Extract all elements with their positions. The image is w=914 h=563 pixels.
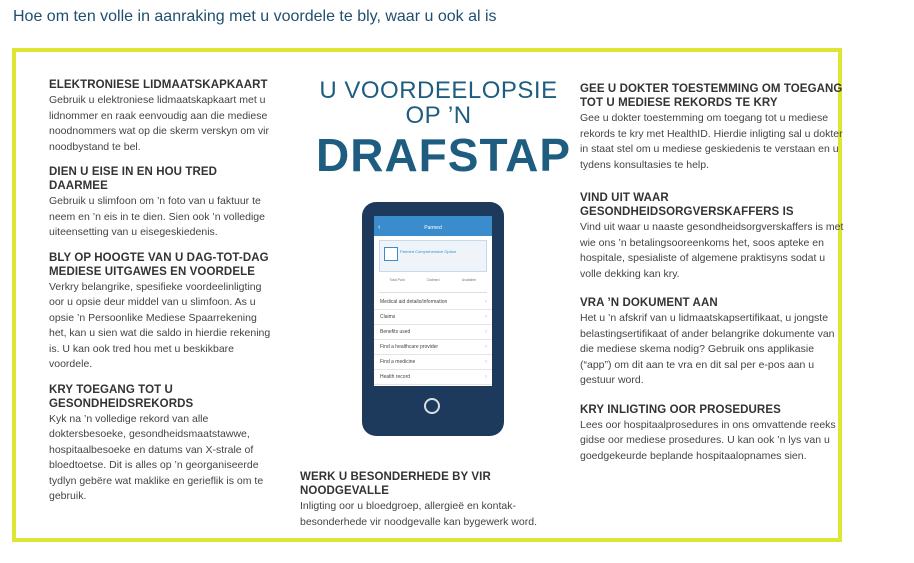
menu-item-label: Health record [380,374,411,380]
section-body: Kyk na ’n volledige rekord van alle doktersbesoeke, gesondheidsmaatstawwe, hospitaalbesoeke en datums van X-strale of bloedtoetse. Dit is alles op ’n georganiseerde tydlyn gebëre wat maklike en gerieflik is om te gebruik. [49,412,264,502]
section-body: Gee u dokter toestemming om toegang tot u mediese rekords te kry met HealthID. Hierdie inligting sal u dokter in staat stel om u mediese geskiedenis te verstaan en u tydens konsultasies te help. [580,112,843,171]
back-icon: ‹ [378,224,381,231]
section-expenses [49,251,274,373]
phone-screen [374,216,492,386]
chevron-right-icon: › [485,329,487,335]
menu-item [374,355,492,370]
section-membership-card [49,78,274,155]
menu-item-label: Claims [380,314,396,320]
menu-item [374,370,492,385]
app-title: Parmed [424,225,442,231]
chevron-right-icon: › [485,344,487,350]
home-button-icon [424,398,440,414]
section-title: KRY TOEGANG TOT U GESONDHEIDSREKORDS [49,383,194,410]
chevron-right-icon: › [485,359,487,365]
chevron-right-icon: › [485,299,487,305]
section-body: Vind uit waar u naaste gesondheidsorgverskaffers is met wie ons ’n betalingsooreenkoms het, soos apteke en hospitale, spesialiste of algemene praktisyns sodat u volle dekking kan kry. [580,221,844,280]
section-body: Het u ’n afskrif van u lidmaatskapsertifikaat, u jongste belastingsertifikaat of ander belangrike dokumente van die mediese skema nodig? Gebruik ons applikasie (“app”) om dit aan te vra en dit sal per e-pos aan u gestuur word. [580,312,835,386]
section-body: Gebruik u elektroniese lidmaatskapkaart met u lidnommer en raak eenvoudig aan die mediese noodnommers wat op die skerm verskyn om vir noodbystand te bel. [49,94,269,153]
section-body: Verkry belangrike, spesifieke voordeelinligting oor u opsie deur middel van u slimfoon. As u opsie ’n Persoonlike Mediese Spaarrekening het, kan u sien wat die saldo in hierdie rekening is. U kan ook tred hou met u beskikbare voordele. [49,280,271,370]
menu-item-label: Find a healthcare provider [380,344,439,350]
menu-item [374,310,492,325]
section-health-records [49,383,274,505]
section-body: Inligting oor u bloedgroep, allergieë en kontak-besonderhede vir noodgevalle kan bygewerk word. [300,500,537,528]
center-title [316,78,561,128]
section-title: ELEKTRONIESE LIDMAATSKAPKAART [49,79,268,91]
chevron-right-icon: › [485,314,487,320]
section-procedures [580,403,845,465]
info-panel [12,48,842,542]
section-title: KRY INLIGTING OOR PROSEDURES [580,403,781,416]
section-title: BLY OP HOOGTE VAN U DAG-TOT-DAG MEDIESE UITGAWES EN VOORDELE [49,251,269,278]
center-title-big: DRAFSTAP [316,129,572,181]
section-title: VIND UIT WAAR GESONDHEIDSORGVERSKAFFERS IS [580,192,794,218]
menu-item-label: Find a medicine [380,359,416,365]
section-emergency [300,470,570,530]
card-text: Parmed Comprehensive Option [400,249,457,254]
stat-claimed: Claimed [426,278,440,282]
center-title-line1: U VOORDEELOPSIE [319,77,558,104]
section-claims [49,165,274,241]
menu-item [374,295,492,310]
center-title-line2: OP ’N [405,102,472,129]
menu-item-label: Benefits used [380,329,411,335]
phone-illustration [362,202,504,436]
menu-item-label: Medical aid details/information [380,299,448,305]
right-column [580,82,845,474]
section-body: Lees oor hospitaalprosedures in ons omvattende reeks gidse oor mediese prosedures. U kan ook ’n lys van u goedgekeurde beplande hospitaalopnames sien. [580,418,836,462]
menu-item [374,340,492,355]
left-column [49,78,274,515]
section-request-document [580,296,845,389]
section-body: Gebruik u slimfoon om ’n foto van u faktuur te neem en ’n eis in te dien. Sien ook ’n volledige uiteensetting van u eisegeskiedenis. [49,195,265,238]
menu-item [374,325,492,340]
app-bar [374,222,492,236]
chevron-right-icon: › [485,374,487,380]
section-doctor-access [580,82,845,173]
stats-row [379,276,487,293]
option-card [379,240,487,272]
card-icon [384,247,398,261]
stat-total-paid: Total Paid [389,278,405,282]
section-find-providers [580,191,845,282]
section-title: WERK U BESONDERHEDE BY VIR NOODGEVALLE [300,471,491,497]
stat-available: Available [461,278,477,282]
section-title: GEE U DOKTER TOESTEMMING OM TOEGANG TOT U MEDIESE REKORDS TE KRY [580,83,843,109]
section-title: DIEN U EISE IN EN HOU TRED DAARMEE [49,166,218,192]
section-title: VRA ’N DOKUMENT AAN [580,297,718,309]
page-heading: Hoe om ten volle in aanraking met u voordele te bly, waar u ook al is [13,8,497,25]
